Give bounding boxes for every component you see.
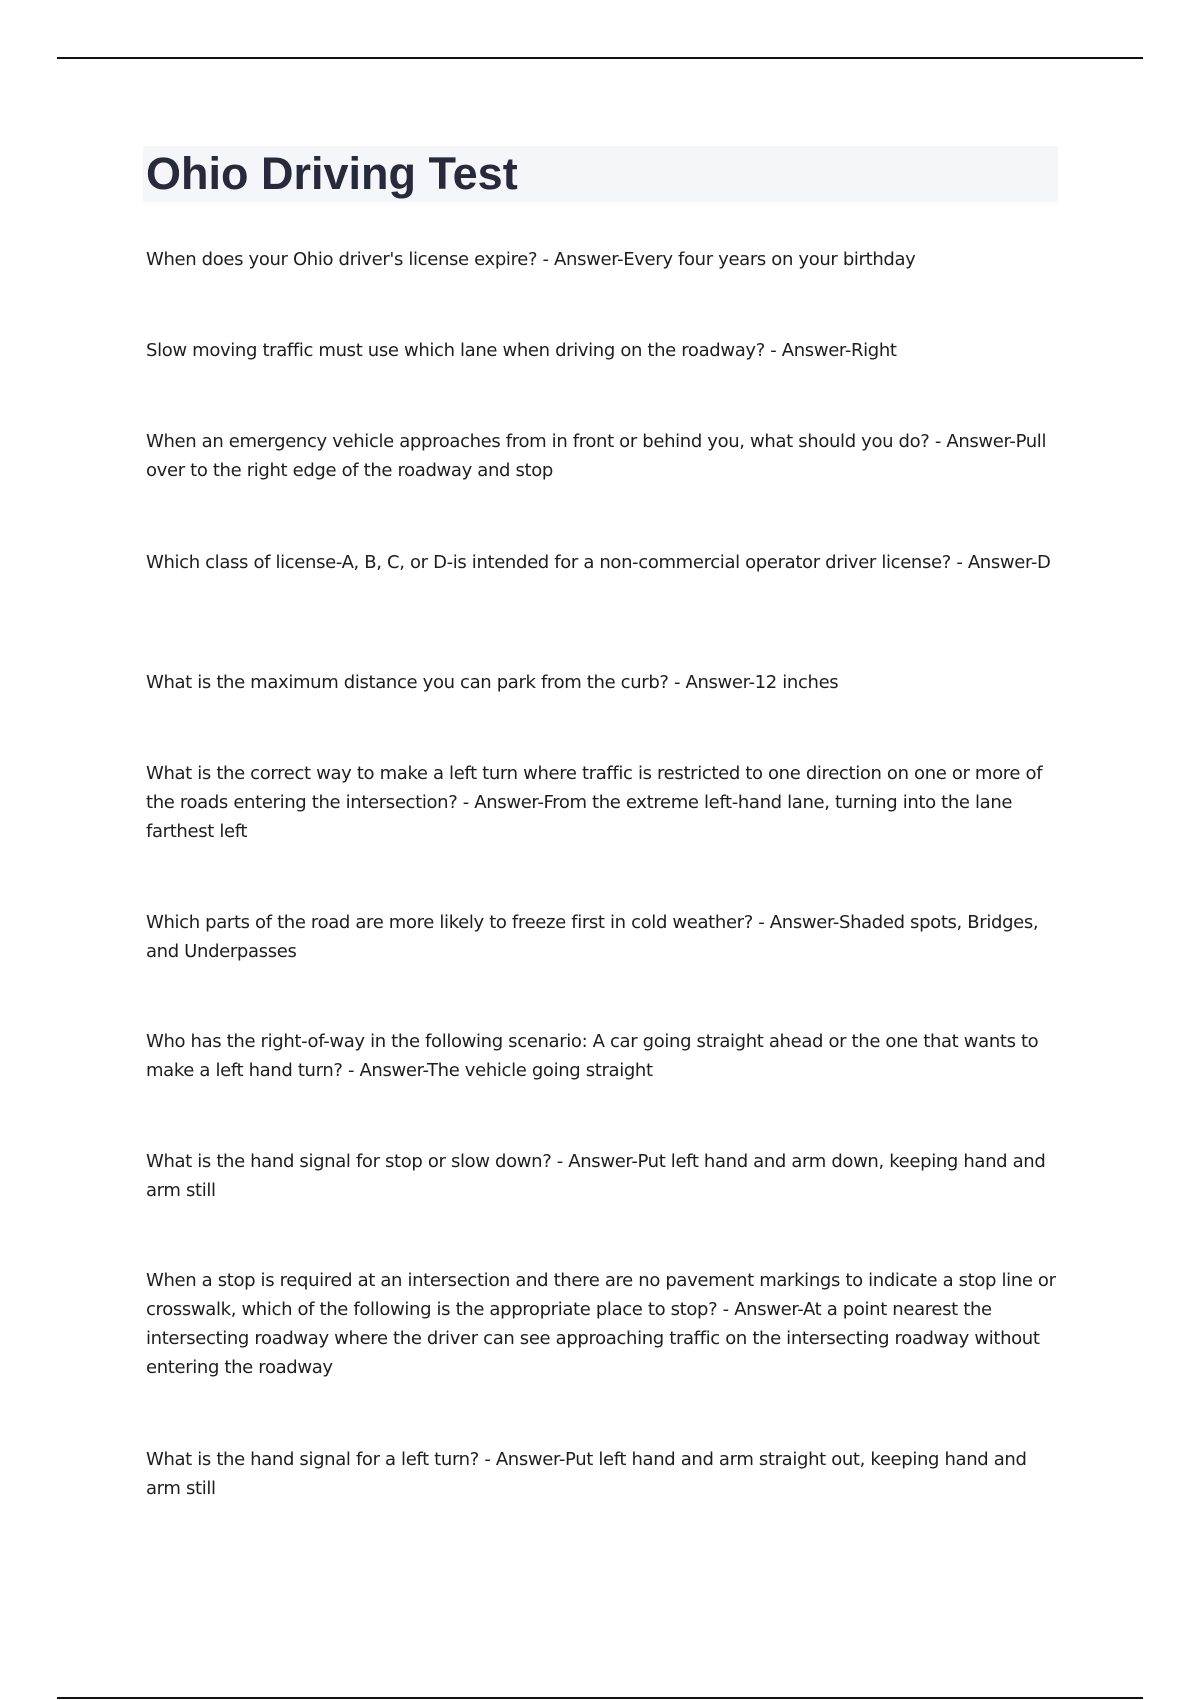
qa-item-1: When does your Ohio driver's license expire? - Answer-Every four years on your birthday xyxy=(146,249,916,270)
qa-item-3: When an emergency vehicle approaches from in front or behind you, what should you do? - Answer-Pull over to the right edge of the roadway and stop xyxy=(146,431,1047,481)
qa-item-10: When a stop is required at an intersection and there are no pavement markings to indicate a stop line or crosswalk, which of the following is the appropriate place to stop? - Answer-At a point nearest the intersecting roadway where the driver can see approaching traffic on the intersecting roadway without entering the roadway xyxy=(146,1270,1056,1378)
qa-item-9: What is the hand signal for stop or slow down? - Answer-Put left hand and arm down, keeping hand and arm still xyxy=(146,1151,1046,1201)
qa-item-2: Slow moving traffic must use which lane when driving on the roadway? - Answer-Right xyxy=(146,340,897,361)
bottom-rule xyxy=(57,1697,1143,1699)
qa-item-4: Which class of license-A, B, C, or D-is intended for a non-commercial operator driver license? - Answer-D xyxy=(146,552,1051,573)
qa-item-11: What is the hand signal for a left turn? - Answer-Put left hand and arm straight out, keeping hand and arm still xyxy=(146,1449,1027,1499)
top-rule xyxy=(57,57,1143,59)
qa-item-8: Who has the right-of-way in the following scenario: A car going straight ahead or the one that wants to make a left hand turn? - Answer-The vehicle going straight xyxy=(146,1031,1039,1081)
page-title: Ohio Driving Test xyxy=(146,148,518,199)
qa-item-7: Which parts of the road are more likely to freeze first in cold weather? - Answer-Shaded spots, Bridges, and Underpasses xyxy=(146,912,1039,962)
qa-item-6: What is the correct way to make a left turn where traffic is restricted to one direction on one or more of the roads entering the intersection? - Answer-From the extreme left-hand lane, turning into the lane farthest left xyxy=(146,763,1043,842)
qa-item-5: What is the maximum distance you can park from the curb? - Answer-12 inches xyxy=(146,672,839,693)
